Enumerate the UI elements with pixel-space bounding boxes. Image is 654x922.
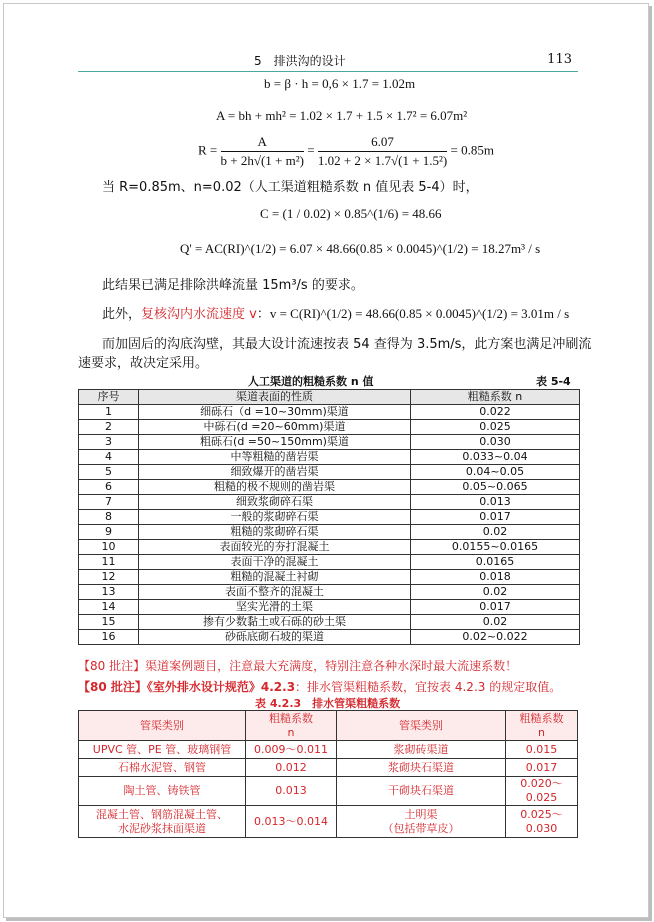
table-row xyxy=(79,555,580,570)
table-row xyxy=(79,510,580,525)
table-row xyxy=(79,615,580,630)
row-coefficient: 0.018 xyxy=(411,570,580,585)
paragraph-result: 此结果已满足排除洪峰流量 15m³/s 的要求。 xyxy=(102,278,364,293)
row-index: 8 xyxy=(79,510,139,525)
t2-type-a: UPVC 管、PE 管、玻璃钢管 xyxy=(79,741,246,759)
paragraph-conclusion-line1: 而加固后的沟底沟壁，其最大设计流速按表 54 查得为 3.5m/s，此方案也满足冲刷流 xyxy=(102,337,592,352)
t2-coef-b: 0.017 xyxy=(506,759,578,777)
t2-coef-a: 0.012 xyxy=(246,759,337,777)
table2-header-row xyxy=(79,711,578,741)
table-row xyxy=(79,405,580,420)
table-row xyxy=(79,435,580,450)
row-index: 4 xyxy=(79,450,139,465)
velocity-highlight: 复核沟内水流速度 v xyxy=(141,307,257,322)
t2-type-a: 石棉水泥管、钢管 xyxy=(79,759,246,777)
eq3-fraction-1 xyxy=(221,134,304,169)
table2-row xyxy=(79,806,578,838)
row-index: 6 xyxy=(79,480,139,495)
equation-chezy: C = (1 / 0.02) × 0.85^(1/6) = 48.66 xyxy=(260,206,442,221)
row-index: 11 xyxy=(79,555,139,570)
t2-coef-b: 0.020～0.025 xyxy=(506,777,578,806)
row-surface: 坚实光滑的土渠 xyxy=(139,600,411,615)
t2-coef-a: 0.013～0.014 xyxy=(246,806,337,838)
row-index: 16 xyxy=(79,630,139,645)
row-surface: 掺有少数黏土或石砾的砂土渠 xyxy=(139,615,411,630)
row-coefficient: 0.02 xyxy=(411,525,580,540)
table2-row xyxy=(79,777,578,806)
table-row xyxy=(79,570,580,585)
row-surface: 中砾石(d =20~60mm)渠道 xyxy=(139,420,411,435)
table-row xyxy=(79,420,580,435)
row-coefficient: 0.022 xyxy=(411,405,580,420)
page-shadow-bottom xyxy=(6,918,651,921)
table-row xyxy=(79,495,580,510)
row-surface: 表面不整齐的混凝土 xyxy=(139,585,411,600)
eq3-rhs: = 0.85m xyxy=(450,142,494,158)
row-coefficient: 0.013 xyxy=(411,495,580,510)
row-index: 14 xyxy=(79,600,139,615)
row-coefficient: 0.017 xyxy=(411,600,580,615)
row-index: 12 xyxy=(79,570,139,585)
row-coefficient: 0.02~0.022 xyxy=(411,630,580,645)
row-coefficient: 0.02 xyxy=(411,615,580,630)
t2-header-3: 粗糙系数 n xyxy=(506,711,578,741)
t2-type-a: 混凝土管、钢筋混凝土管、 水泥砂浆抹面渠道 xyxy=(79,806,246,838)
t2-type-a: 陶土管、铸铁管 xyxy=(79,777,246,806)
annotation-1-text: 【80 批注】渠道案例题目，注意最大充满度，特别注意各种水深时最大流速系数！ xyxy=(78,659,518,673)
eq3-fraction-2 xyxy=(318,134,447,169)
row-surface: 细致爆开的凿岩渠 xyxy=(139,465,411,480)
annotation-2-text: ：排水管渠粗糙系数，宜按表 4.2.3 的规定取值。 xyxy=(295,680,562,694)
row-surface: 表面干净的混凝土 xyxy=(139,555,411,570)
row-surface: 粗糙的浆砌碎石渠 xyxy=(139,525,411,540)
header-surface: 渠道表面的性质 xyxy=(139,390,411,405)
table2-caption: 表 4.2.3 排水管渠粗糙系数 xyxy=(255,697,401,710)
row-index: 9 xyxy=(79,525,139,540)
eq3-num2: 6.07 xyxy=(318,134,447,152)
paragraph-conclusion-line2: 速要求，故决定采用。 xyxy=(78,356,209,371)
annotation-2 xyxy=(78,678,561,695)
t2-type-b: 干砌块石渠道 xyxy=(337,777,506,806)
row-coefficient: 0.017 xyxy=(411,510,580,525)
table-row xyxy=(79,630,580,645)
running-header xyxy=(78,52,578,72)
header-rule xyxy=(78,71,578,72)
t2-type-b: 浆砌砖渠道 xyxy=(337,741,506,759)
header-coefficient: 粗糙系数 n xyxy=(411,390,580,405)
row-coefficient: 0.05~0.065 xyxy=(411,480,580,495)
row-coefficient: 0.033~0.04 xyxy=(411,450,580,465)
page-shadow-right xyxy=(649,6,652,921)
t2-header-1: 粗糙系数 n xyxy=(246,711,337,741)
t2-type-b: 土明渠 （包括带草皮） xyxy=(337,806,506,838)
row-surface: 细致浆砌碎石渠 xyxy=(139,495,411,510)
row-surface: 粗糙的混凝土衬砌 xyxy=(139,570,411,585)
row-index: 10 xyxy=(79,540,139,555)
annotation-1 xyxy=(78,657,517,674)
t2-coef-b: 0.025～0.030 xyxy=(506,806,578,838)
row-surface: 中等粗糙的凿岩渠 xyxy=(139,450,411,465)
eq3-num1: A xyxy=(221,134,304,152)
t2-header-0: 管渠类别 xyxy=(79,711,246,741)
row-surface: 粗糙的极不规则的凿岩渠 xyxy=(139,480,411,495)
chapter-title: 5 排洪沟的设计 xyxy=(254,54,346,68)
table-row xyxy=(79,525,580,540)
table2-row xyxy=(79,741,578,759)
eq3-lhs: R = xyxy=(198,142,218,158)
row-coefficient: 0.025 xyxy=(411,420,580,435)
row-coefficient: 0.02 xyxy=(411,585,580,600)
table-row xyxy=(79,585,580,600)
table-row xyxy=(79,600,580,615)
t2-coef-a: 0.009～0.011 xyxy=(246,741,337,759)
roughness-table xyxy=(78,389,580,645)
row-index: 3 xyxy=(79,435,139,450)
row-surface: 砂砾底砌石坡的渠道 xyxy=(139,630,411,645)
row-surface: 一般的浆砌碎石渠 xyxy=(139,510,411,525)
row-index: 2 xyxy=(79,420,139,435)
equation-b: b = β · h = 0,6 × 1.7 = 1.02m xyxy=(264,76,416,91)
table1-number: 表 5-4 xyxy=(536,375,571,388)
equation-hydraulic-radius xyxy=(198,134,494,169)
row-coefficient: 0.0165 xyxy=(411,555,580,570)
t2-type-b: 浆砌块石渠道 xyxy=(337,759,506,777)
t2-coef-b: 0.015 xyxy=(506,741,578,759)
row-coefficient: 0.04~0.05 xyxy=(411,465,580,480)
annotation-2-bold: 【80 批注】《室外排水设计规范》4.2.3 xyxy=(78,680,296,694)
row-index: 1 xyxy=(79,405,139,420)
equation-flow: Q' = AC(RI)^(1/2) = 6.07 × 48.66(0.85 × 0.0045)^(1/2) = 18.27m³ / s xyxy=(180,241,541,256)
eq3-den2: 1.02 + 2 × 1.7√(1 + 1.5²) xyxy=(317,153,448,168)
t2-header-2: 管渠类别 xyxy=(337,711,506,741)
t2-coef-a: 0.013 xyxy=(246,777,337,806)
paragraph-velocity xyxy=(102,303,569,322)
table-header-row xyxy=(79,390,580,405)
row-index: 5 xyxy=(79,465,139,480)
velocity-equation: ：v = C(RI)^(1/2) = 48.66(0.85 × 0.0045)^(1/2) = 3.01m / s xyxy=(256,306,570,321)
row-index: 7 xyxy=(79,495,139,510)
table1-caption: 人工渠道的粗糙系数 n 值 xyxy=(248,375,374,388)
pipe-roughness-table xyxy=(78,710,578,838)
row-surface: 表面较光的夯打混凝土 xyxy=(139,540,411,555)
table2-row xyxy=(79,759,578,777)
row-index: 15 xyxy=(79,615,139,630)
velocity-prefix: 此外， xyxy=(102,307,142,322)
eq3-equals: = xyxy=(307,142,315,158)
header-index: 序号 xyxy=(79,390,139,405)
table-row xyxy=(79,480,580,495)
table-row xyxy=(79,450,580,465)
page-number: 113 xyxy=(547,52,572,67)
paragraph-condition: 当 R=0.85m、n=0.02（人工渠道粗糙系数 n 值见表 5-4）时， xyxy=(102,180,479,195)
row-index: 13 xyxy=(79,585,139,600)
eq3-den1: b + 2h√(1 + m²) xyxy=(220,153,304,168)
table-row xyxy=(79,540,580,555)
row-coefficient: 0.0155~0.0165 xyxy=(411,540,580,555)
row-surface: 细砾石（d =10~30mm)渠道 xyxy=(139,405,411,420)
equation-area: A = bh + mh² = 1.02 × 1.7 + 1.5 × 1.7² = 6.07m² xyxy=(216,108,468,123)
row-surface: 粗砾石(d =50~150mm)渠道 xyxy=(139,435,411,450)
table-row xyxy=(79,465,580,480)
row-coefficient: 0.030 xyxy=(411,435,580,450)
